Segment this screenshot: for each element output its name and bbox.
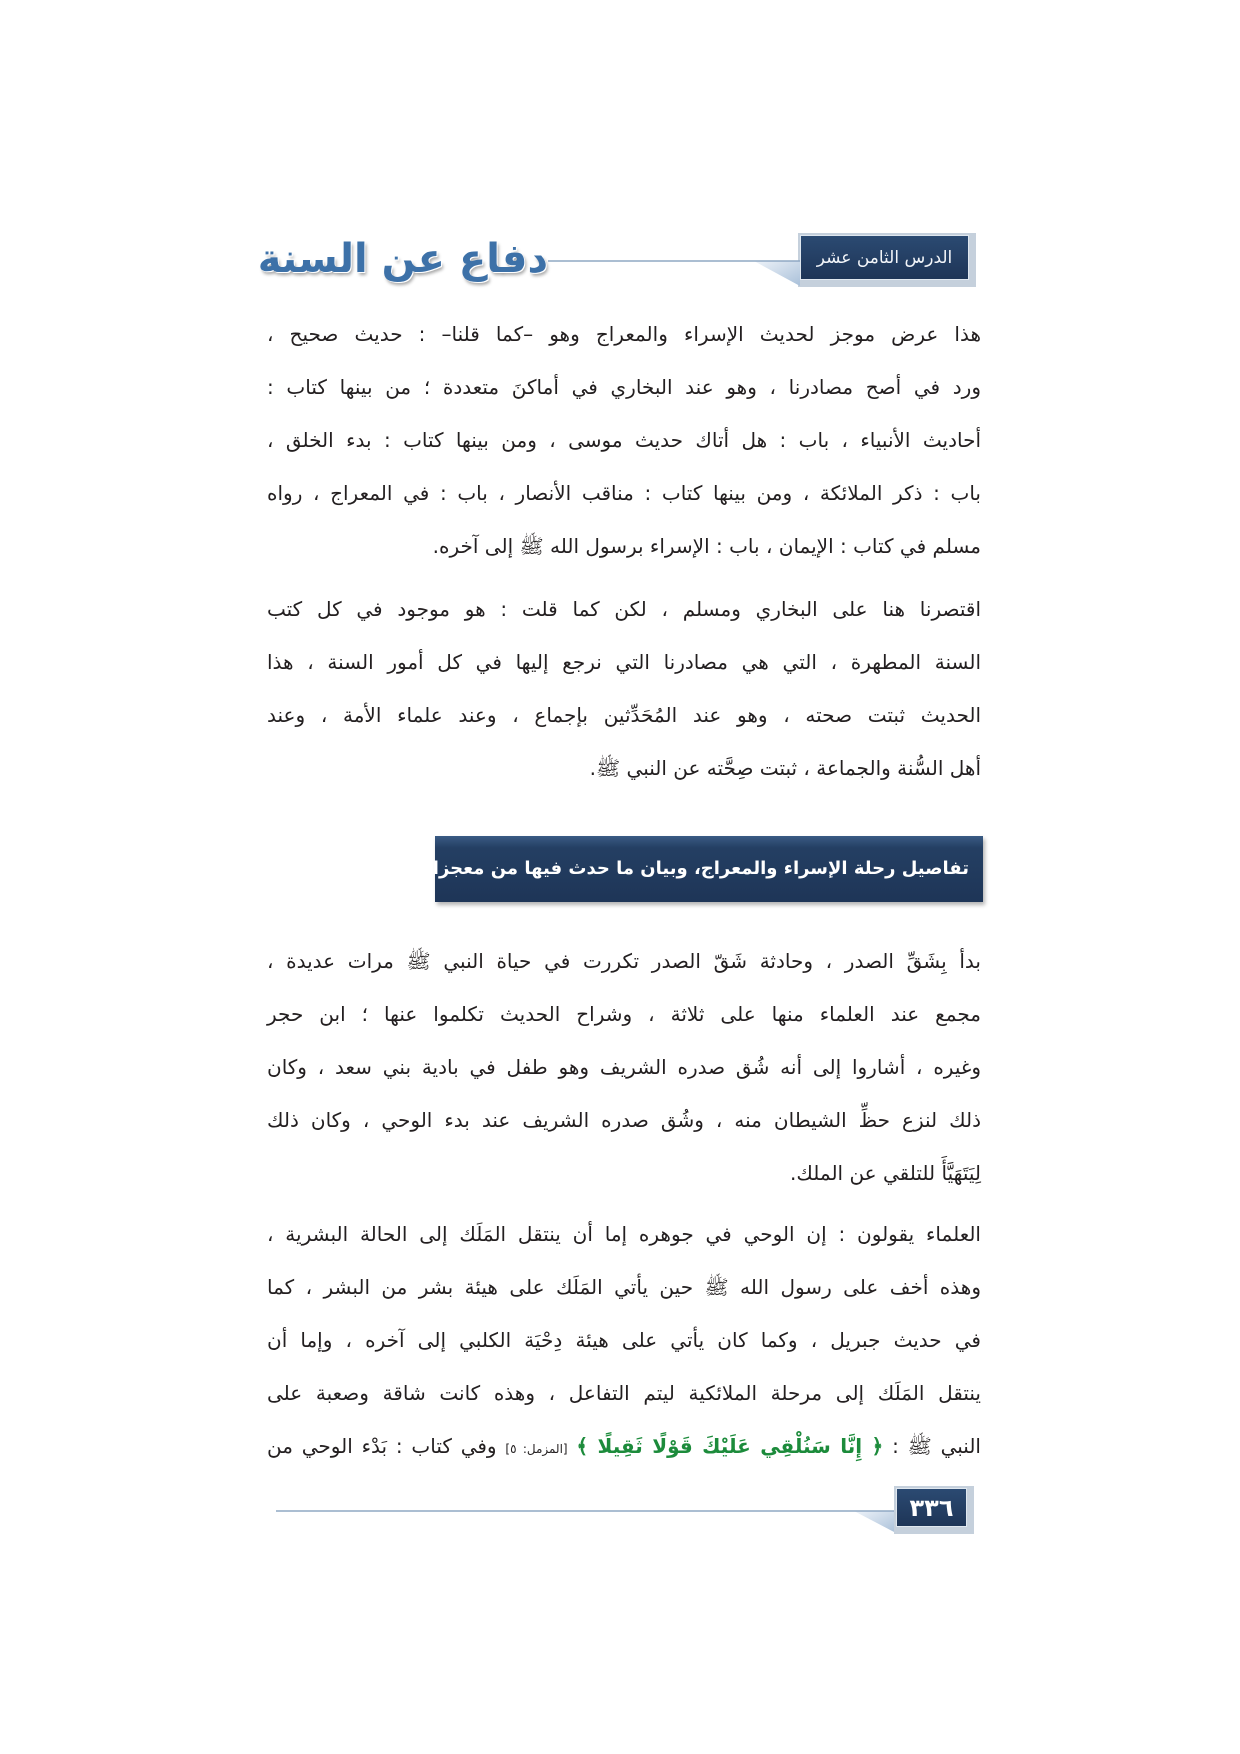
verse-line-suffix: وفي كتاب : بَدْء الوحي من (267, 1434, 497, 1458)
footer-rule (276, 1500, 896, 1540)
paragraph-1 (267, 308, 981, 573)
quran-verse: ﴿ إِنَّا سَنُلْقِي عَلَيْكَ قَوْلًا ثَقِيلًا ﴾ (576, 1434, 884, 1458)
body-line: اقتصرنا هنا على البخاري ومسلم ، لكن كما قلت : هو موجود في كل كتب (267, 597, 981, 621)
body-line: العلماء يقولون : إن الوحي في جوهره إما أن ينتقل المَلَك إلى الحالة البشرية ، (267, 1222, 981, 1246)
page-number-inner (896, 1488, 967, 1527)
body-line: مسلم في كتاب : الإيمان ، باب : الإسراء برسول الله ﷺ إلى آخره. (432, 534, 981, 558)
paragraph-3 (267, 935, 981, 1200)
body-line: باب : ذكر الملائكة ، ومن بينها كتاب : مناقب الأنصار ، باب : في المعراج ، رواه (267, 481, 981, 505)
body-line: مجمع عند العلماء منها على ثلاثة ، وشراح الحديث تكلموا عنها ؛ ابن حجر (267, 1002, 981, 1026)
lesson-label-box (798, 233, 976, 287)
body-line: ذلك لنزع حظِّ الشيطان منه ، وشُق صدره الشريف عند بدء الوحي ، وكان ذلك (267, 1108, 981, 1132)
paragraph-4 (267, 1208, 981, 1473)
body-line: ورد في أصح مصادرنا ، وهو عند البخاري في أماكنَ متعددة ؛ من بينها كتاب : (267, 375, 981, 399)
header-rule (548, 250, 800, 290)
body-line: السنة المطهرة ، التي هي مصادرنا التي نرجع إليها في كل أمور السنة ، هذا (267, 650, 981, 674)
page-number: ٣٣٦ (909, 1493, 954, 1522)
body-line-verse (267, 1420, 981, 1473)
body-line: في حديث جبريل ، وكما كان يأتي على هيئة دِحْيَة الكلبي إلى آخره ، وإما أن (267, 1328, 981, 1352)
body-line: أهل السُّنة والجماعة ، ثبتت صِحَّته عن النبي ﷺ. (589, 756, 981, 780)
body-line: وهذه أخف على رسول الله ﷺ حين يأتي المَلَك على هيئة بشر من البشر ، كما (267, 1275, 981, 1299)
body-line: بدأ بِشَقِّ الصدر ، وحادثة شَقّ الصدر تكررت في حياة النبي ﷺ مرات عديدة ، (267, 949, 981, 973)
section-heading-box (414, 836, 983, 902)
book-title: دفاع عن السنة (257, 236, 548, 282)
body-line: أحاديث الأنبياء ، باب : هل أتاك حديث موسى ، ومن بينها كتاب : بدء الخلق ، (267, 428, 981, 452)
lesson-label: الدرس الثامن عشر (816, 247, 953, 268)
body-line: هذا عرض موجز لحديث الإسراء والمعراج وهو –كما قلنا– : حديث صحيح ، (267, 322, 981, 346)
header-rule-wedge (754, 261, 800, 286)
verse-citation: [المزمل: ٥] (505, 1442, 568, 1456)
body-line: الحديث ثبتت صحته ، وهو عند المُحَدِّثين بإجماع ، وعند علماء الأمة ، وعند (267, 703, 981, 727)
section-heading: تفاصيل رحلة الإسراء والمعراج، وبيان ما حدث فيها من معجزات (414, 858, 969, 879)
body-line: لِيَتَهَيَّأَ للتلقي عن الملك. (790, 1161, 981, 1185)
body-line: ينتقل المَلَك إلى مرحلة الملائكية ليتم التفاعل ، وهذه كانت شاقة وصعبة على (267, 1381, 981, 1405)
lesson-label-inner (800, 235, 969, 280)
paragraph-2 (267, 583, 981, 795)
body-line: وغيره ، أشاروا إلى أنه شُق صدره الشريف وهو طفل في بادية بني سعد ، وكان (267, 1055, 981, 1079)
verse-line-prefix: النبي ﷺ : (892, 1434, 981, 1458)
footer-rule-wedge (854, 1511, 896, 1533)
page-number-box (894, 1486, 974, 1534)
